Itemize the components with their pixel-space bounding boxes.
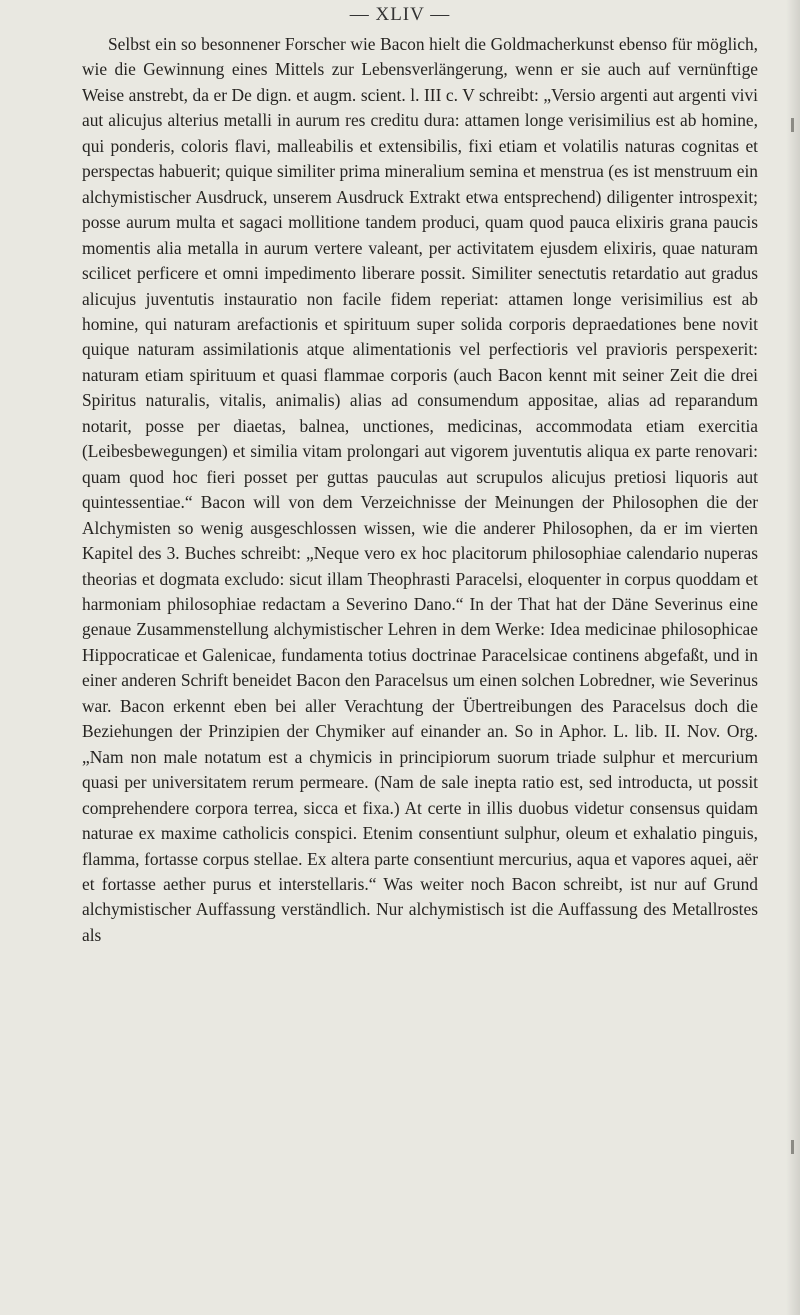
margin-mark [791, 1140, 794, 1154]
body-paragraph: Selbst ein so besonnener Forscher wie Bacon hielt die Goldmacherkunst ebenso für möglich, wie die Gewinnung eines Mittels zur Lebensverlängerung, wenn er sie auch auf vernünftige Weise anstrebt, da er De dign. et augm. scient. l. III c. V schreibt: „Versio argenti aut argenti vivi aut alicujus alterius metalli in aurum res creditu dura: attamen longe verisimilius est ab homine, qui ponderis, coloris flavi, malleabilis et extensibilis, fixi etiam et volatilis naturas cognitas et perspectas habuerit; quique similiter prima mineralium semina et menstrua (es ist menstruum ein alchymistischer Ausdruck, unserem Ausdruck Extrakt etwa entsprechend) diligenter introspexit; posse aurum multa et sagaci mollitione tandem produci, quam quod pauca elixiris grana paucis momentis alia metalla in aurum vertere valeant, per activitatem ejusdem elixiris, quae naturam scilicet perficere et omni impedimento liberare possit. Similiter senectutis retardatio aut gradus alicujus juventutis instauratio non facile fidem reperiat: attamen longe verisimilius est ab homine, qui naturam arefactionis et spirituum super solida corporis depraedationes bene novit quique naturam assimilationis atque alimentationis vel perfectioris vel pravioris perspexerit: naturam etiam spirituum et quasi flammae corporis (auch Bacon kennt mit seiner Zeit die drei Spiritus naturalis, vitalis, animalis) alias ad consumendum appositae, alias ad reparandum notarit, posse per diaetas, balnea, unctiones, medicinas, accommodata etiam exercitia (Leibesbewegungen) et similia vitam prolongari aut vigorem juventutis aliqua ex parte renovari: quam quod hoc fieri posset per guttas pauculas aut scrupulos alicujus pretiosi liquoris aut quintessentiae.“ Bacon will von dem Verzeichnisse der Meinungen der Philosophen die der Alchymisten so wenig ausgeschlossen wissen, wie die anderer Philosophen, da er im vierten Kapitel des 3. Buches schreibt: „Neque vero ex hoc placitorum philosophiae calendario nuperas theorias et dogmata excludo: sicut illam Theophrasti Paracelsi, eloquenter in corpus quoddam et harmoniam philosophiae redactam a Severino Dano.“ In der That hat der Däne Severinus eine genaue Zusammenstellung alchymistischer Lehren in dem Werke: Idea medicinae philosophicae Hippocraticae et Galenicae, fundamenta totius doctrinae Paracelsicae continens abgefaßt, und in einer anderen Schrift beneidet Bacon den Paracelsus um einen solchen Lobredner, wie Severinus war. Bacon erkennt eben bei aller Verachtung der Übertreibungen des Paracelsus doch die Beziehungen der Prinzipien der Chymiker auf einander an. So in Aphor. L. lib. II. Nov. Org. „Nam non male notatum est a chymicis in principiorum suorum triade sulphur et mercurium quasi per universitatem rerum permeare. (Nam de sale inepta ratio est, sed introducta, ut possit comprehendere corpora terrea, sicca et fixa.) At certe in illis duobus videtur consensus quidam naturae ex maxime catholicis conspici. Etenim consentiunt sulphur, oleum et exhalatio pinguis, flamma, fortasse corpus stellae. Ex altera parte consentiunt mercurius, aqua et vapores aquei, aër et fortasse aether purus et interstellaris.“ Was weiter noch Bacon schreibt, ist nur auf Grund alchymistischer Auffassung verständlich. Nur alchymistisch ist die Auffassung des Metallrostes als [82, 34, 758, 945]
page-number: — XLIV — [349, 4, 451, 25]
margin-mark [791, 118, 794, 132]
page-edge-shadow [786, 0, 800, 1315]
